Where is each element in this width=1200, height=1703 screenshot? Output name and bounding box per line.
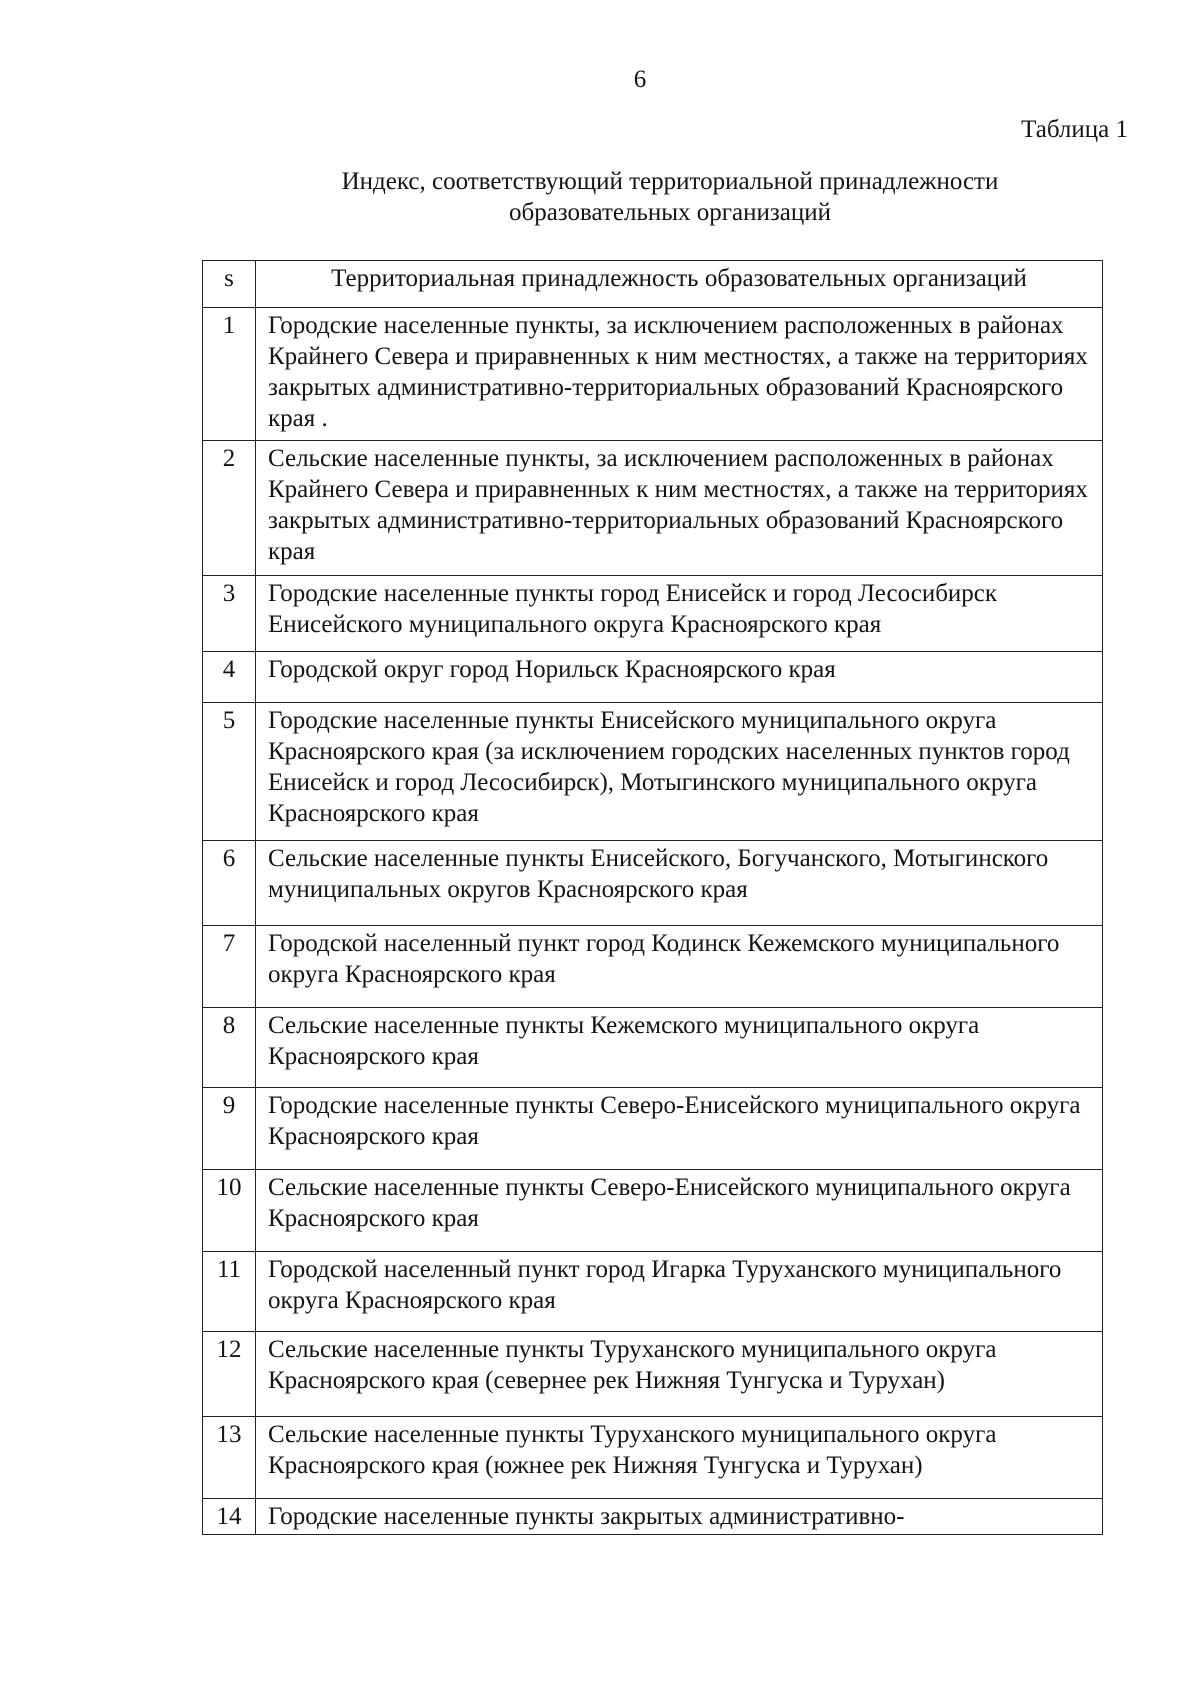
row-territory: Городские населенные пункты город Енисейск и город Лесосибирск Енисейского муниципального округа Красноярского края [256, 576, 1103, 652]
territory-index-table [202, 260, 1103, 1535]
header-index: s [203, 261, 256, 308]
row-index: 12 [203, 1332, 256, 1417]
table-row [203, 1332, 1103, 1417]
row-territory: Городские населенные пункты, за исключением расположенных в районах Крайнего Севера и приравненных к ним местностях, а также на территориях закрытых административно-территориальных образований Красноярского края . [256, 308, 1103, 441]
row-territory: Сельские населенные пункты, за исключением расположенных в районах Крайнего Севера и приравненных к ним местностях, а также на территориях закрытых административно-территориальных образований Красноярского края [256, 441, 1103, 576]
row-index: 3 [203, 576, 256, 652]
table-row [203, 841, 1103, 926]
table-row [203, 926, 1103, 1008]
row-territory: Сельские населенные пункты Туруханского муниципального округа Красноярского края (севернее рек Нижняя Тунгуска и Турухан) [256, 1332, 1103, 1417]
table-row [203, 576, 1103, 652]
table-row [203, 703, 1103, 841]
table-row [203, 308, 1103, 441]
row-index: 4 [203, 652, 256, 703]
row-territory: Городской населенный пункт город Кодинск Кежемского муниципального округа Красноярского края [256, 926, 1103, 1008]
table-row [203, 1008, 1103, 1088]
row-territory: Городские населенные пункты закрытых административно- [256, 1499, 1103, 1535]
page-number: 6 [633, 66, 647, 93]
table-title [250, 166, 1090, 228]
table-row [203, 1252, 1103, 1332]
row-index: 7 [203, 926, 256, 1008]
table-row [203, 652, 1103, 703]
row-territory: Сельские населенные пункты Северо-Енисейского муниципального округа Красноярского края [256, 1170, 1103, 1252]
row-index: 11 [203, 1252, 256, 1332]
row-index: 8 [203, 1008, 256, 1088]
table-row [203, 1088, 1103, 1170]
row-index: 14 [203, 1499, 256, 1535]
row-territory: Сельские населенные пункты Кежемского муниципального округа Красноярского края [256, 1008, 1103, 1088]
table-title-line-2: образовательных организаций [508, 199, 831, 226]
row-index: 6 [203, 841, 256, 926]
row-territory: Сельские населенные пункты Туруханского муниципального округа Красноярского края (южнее рек Нижняя Тунгуска и Турухан) [256, 1417, 1103, 1499]
table-header-row [203, 261, 1103, 308]
row-territory: Городской округ город Норильск Красноярского края [256, 652, 1103, 703]
table-label: Таблица 1 [1021, 116, 1128, 143]
row-territory: Городские населенные пункты Северо-Енисейского муниципального округа Красноярского края [256, 1088, 1103, 1170]
table-row [203, 1170, 1103, 1252]
table-row [203, 1499, 1103, 1535]
row-index: 10 [203, 1170, 256, 1252]
table-row [203, 1417, 1103, 1499]
row-index: 13 [203, 1417, 256, 1499]
row-index: 2 [203, 441, 256, 576]
row-territory: Городские населенные пункты Енисейского муниципального округа Красноярского края (за исключением городских населенных пунктов город Енисейск и город Лесосибирск), Мотыгинского муниципального округа Красноярского края [256, 703, 1103, 841]
header-territory: Территориальная принадлежность образовательных организаций [256, 261, 1103, 308]
row-index: 9 [203, 1088, 256, 1170]
table-row [203, 441, 1103, 576]
row-index: 5 [203, 703, 256, 841]
table-title-line-1: Индекс, соответствующий территориальной принадлежности [341, 168, 999, 195]
row-territory: Городской населенный пункт город Игарка Туруханского муниципального округа Красноярского края [256, 1252, 1103, 1332]
row-territory: Сельские населенные пункты Енисейского, Богучанского, Мотыгинского муниципальных округов Красноярского края [256, 841, 1103, 926]
row-index: 1 [203, 308, 256, 441]
